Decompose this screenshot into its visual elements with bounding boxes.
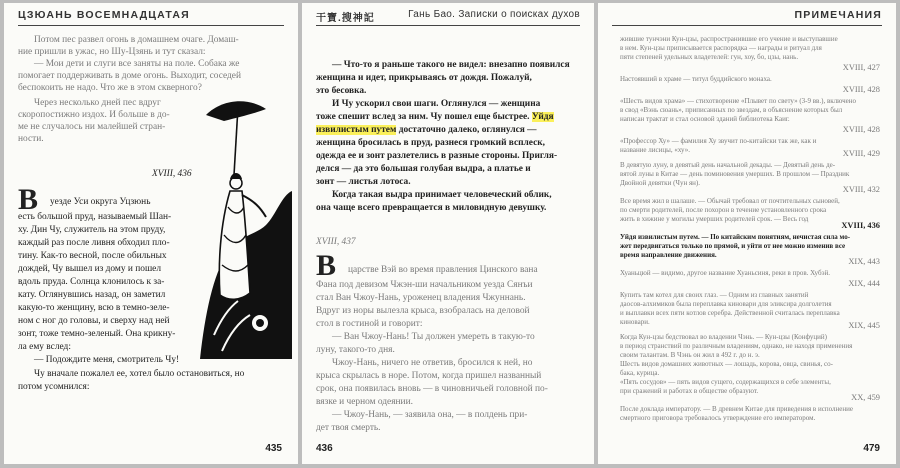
drop-cap: В — [316, 249, 337, 282]
note-ref: XVIII, 436 — [841, 221, 880, 230]
text-line: одежда ее и зонт разлетелись в разные стороны. Пригля- — [316, 151, 558, 161]
note-line: Все время жил в шалаше. — Обычай требовал от почтительных сыновей, — [620, 197, 840, 205]
text-line: скоропостижно издох. И больше в до- — [18, 110, 170, 120]
text-line: дет твоя смерть. — [316, 423, 381, 433]
note-line: Хуаньцюй — видимо, другое название Хуаньсиня, реки в пров. Хубэй. — [620, 269, 831, 277]
text-line: ху. Дин Чу, служитель на этом пруду, — [18, 225, 166, 235]
text-line: женщина бросилась в пруд, разнеся громкий всплеск, — [316, 138, 545, 148]
note-line: время направление движения. — [620, 251, 717, 259]
note-line: в период странствий по различным владениям, однако, не находя применения — [620, 342, 853, 350]
running-header-right: ПРИМЕЧАНИЯ — [794, 9, 882, 21]
note-line: вятой луны в Китае — день поминовения умерших. В прошлом — Праздник — [620, 170, 850, 178]
text-line: ности. — [18, 134, 44, 144]
note-line: Когда Кун-цзы бедствовал во владении Чэнь. — Кун-цзы (Конфуций) — [620, 333, 827, 341]
note-ref: XIX, 444 — [848, 279, 880, 288]
note-line: и выплавки всех пяти котлов серебра. Действенной считалась переплавка — [620, 309, 840, 317]
note-line: жет передвигаться только по прямой, и уйти от нее можно изменив все — [620, 242, 846, 250]
note-line: даосов-алхимиков была переплавка киновари для эликсира долголетия — [620, 300, 832, 308]
text-line: стал Ван Чжоу-Нань, уроженец владения Чжуннань. — [316, 293, 526, 303]
note-line: бака, курица. — [620, 369, 660, 377]
running-header-middle — [316, 9, 580, 23]
text-line: Чжоу-Нань, ничего не ответив, бросился к ней, но — [332, 358, 533, 368]
note-line: Купить там котел для своих глаз. — Одним из главных занятий — [620, 291, 809, 299]
page-number: 435 — [265, 443, 282, 454]
text-line: — Мои дети и слуги все заняты на поле. Собака же — [34, 59, 240, 69]
note-line: Шесть видов домашних животных — лошадь, корова, овца, свинья, со- — [620, 360, 833, 368]
text-line: делся — да это большая голубая выдра, а платье и — [316, 164, 531, 174]
text-line: потом усомнился: — [18, 382, 90, 392]
note-line: В девятую луну, в девятый день начальной декады. — Девятый день де- — [620, 161, 836, 169]
highlighted-text: Уйдя — [531, 112, 554, 122]
text-line: тину. Как-то весной, после обильных — [18, 251, 167, 261]
text-line: зонт — листья лотоса. — [316, 177, 411, 187]
text-line: ном с ног до головы, и сверху над ней — [18, 316, 170, 326]
text-line: Потом пес развел огонь в домашнем очаге. Домаш- — [34, 35, 239, 45]
text-line: помогает поддерживать в доме огонь. Выходит, соседей — [18, 71, 241, 81]
text-fragment: достаточно далеко, оглянулся — — [396, 125, 537, 135]
note-line: смертного приговора требовалось утверждение его императором. — [620, 414, 816, 422]
right-page — [598, 3, 896, 464]
text-line: — Подождите меня, смотритель Чу! — [34, 355, 180, 365]
text-line: Вдруг из норы вылезла крыса, взобралась на деловой — [316, 306, 530, 316]
header-rule — [316, 25, 580, 26]
text-line: ла ему вслед: — [18, 342, 71, 352]
text-line: кату. Оглянувшись назад, он заметил — [18, 290, 166, 300]
text-line: каждый раз после ливня обходил пло- — [18, 238, 170, 248]
note-line: Уйдя извилистым путем. — По китайским понятиям, нечистая сила мо- — [620, 233, 851, 241]
text-line: крыса скрылась в норе. Потом, когда пришел названный — [316, 371, 542, 381]
note-line: Настоявший в храме — титул буддийского монаха. — [620, 75, 772, 83]
note-line: написан трактат и стал основой зданий библиотека Каиг. — [620, 115, 790, 123]
note-ref: XVIII, 429 — [842, 149, 880, 158]
note-line: После доклада императору. — В древнем Китае для приведения в исполнение — [620, 405, 853, 413]
text-line: дождей, Чу вышел из дому и пошел — [18, 264, 162, 274]
text-fragment: тоже спешит вслед за ним. Чу пошел еще быстрее. — [316, 112, 530, 122]
page-number: 436 — [316, 443, 333, 454]
note-line: название лисицы, «ху». — [620, 146, 690, 154]
text-line: вязке и черном одеянии. — [316, 397, 413, 407]
header-rule — [18, 25, 284, 26]
note-ref: XIX, 445 — [848, 321, 880, 330]
text-line: И Чу ускорил свои шаги. Оглянулся — женщина — [332, 99, 541, 109]
header-book-title: Гань Бао. Записки о поисках духов — [408, 9, 580, 20]
note-line: киновари. — [620, 318, 650, 326]
text-line: царстве Вэй во время правления Цинского вана — [348, 265, 538, 275]
text-line: ние пришли в ужас, но Шу-Цзянь и тут сказал: — [18, 47, 206, 57]
text-line: вдоль пруда. Солнца клонилось к за- — [18, 277, 165, 287]
text-line: женщина и идет, прикрываясь от дождя. Пожалуй, — [316, 73, 532, 83]
note-ref: XVIII, 428 — [842, 85, 880, 94]
text-line: — Что-то я раньше такого не видел: внезапно появился — [332, 60, 570, 70]
note-ref: XVIII, 428 — [842, 125, 880, 134]
text-line: она чаще всего превращается в миловидную девушку. — [316, 203, 547, 213]
text-line: Фана под девизом Чжэн-ши начальником уезда Сянъи — [316, 280, 533, 290]
text-line: луну, такого-то дня. — [316, 345, 395, 355]
note-line: Двойной девятки (Чун ян). — [620, 179, 701, 187]
note-line: при сражений и работах в обществе образуют. — [620, 387, 759, 395]
text-line: какую-то женщину, всю в темно-зеле- — [18, 303, 170, 313]
text-line: зонт, тоже темно-зеленый. Она крикну- — [18, 329, 176, 339]
text-line: беспокоить не надо. Что же в этом скверного? — [18, 83, 202, 93]
drop-cap: В — [18, 183, 39, 216]
note-line: «Профессор Ху» — фамилия Ху звучит по-китайски так же, как и — [620, 137, 817, 145]
page-number: 479 — [863, 443, 880, 454]
header-chinese-title: 干寶.搜神記 — [316, 13, 375, 24]
text-line: стол в гостиной и говорит: — [316, 319, 423, 329]
text-line: — Чжоу-Нань, — заявила она, — в полдень при- — [332, 410, 528, 420]
note-line: жить в хижине у могилы умерших родителей срок. — Весь год — [620, 215, 809, 223]
note-line: своим талантам. В Чэнь он жил в 492 г. до н. э. — [620, 351, 760, 359]
header-rule — [612, 25, 882, 26]
highlighted-text: извилистым путем — [316, 125, 397, 135]
note-line: в нем. Кун-цзы приписывается распорядка — награды и ритуал для — [620, 44, 822, 52]
text-line: есть большой пруд, называемый Шан- — [18, 212, 172, 222]
note-ref: XVIII, 432 — [842, 185, 880, 194]
middle-page — [302, 3, 594, 464]
left-page — [4, 3, 298, 464]
text-line: Чу вначале пожалел ее, хотел было остановиться, но — [34, 369, 245, 379]
note-line: жившие тунчэни Кун-цзы, распространившие его учение и выступавшие — [620, 35, 838, 43]
note-line: в свод «Вэнь сюань», приписанных по звездам, в объяснение которых был — [620, 106, 843, 114]
text-line: Через несколько дней пес вдруг — [34, 98, 161, 108]
text-line: ме не случалось ни малейшей стран- — [18, 122, 166, 132]
running-header-left: ЦЗЮАНЬ ВОСЕМНАДЦАТАЯ — [18, 9, 190, 21]
section-ref: XVIII, 437 — [316, 237, 356, 247]
note-line: «Шесть видов храма» — стихотворение «Плывет по свету» (3-9 вв.), включено — [620, 97, 856, 105]
text-line: срок, она появилась вновь — в чиновничьей головной по- — [316, 384, 548, 394]
text-line: уезде Уси округа Уцзюнь — [50, 197, 151, 207]
section-ref: XVIII, 436 — [152, 169, 192, 179]
note-ref: XVIII, 427 — [842, 63, 880, 72]
text-line — [316, 125, 537, 136]
note-ref: XIX, 443 — [848, 257, 880, 266]
note-line: пяти степеней удельных владетелей: гун, хоу, бо, цзы, нань. — [620, 53, 799, 61]
text-line — [316, 112, 554, 123]
text-line: — Ван Чжоу-Нань! Ты должен умереть в такую-то — [332, 332, 535, 342]
text-line: это бесовка. — [316, 86, 367, 96]
note-line: «Пять сосудов» — пять видов сущего, содержащихся в себе элементы, — [620, 378, 831, 386]
note-ref: XX, 459 — [851, 393, 880, 402]
note-line: по смерти родителей, после похорон в течение установленного срока — [620, 206, 827, 214]
text-line: Когда такая выдра принимает человеческий облик, — [332, 190, 552, 200]
woman-with-umbrella-illustration — [200, 95, 292, 359]
